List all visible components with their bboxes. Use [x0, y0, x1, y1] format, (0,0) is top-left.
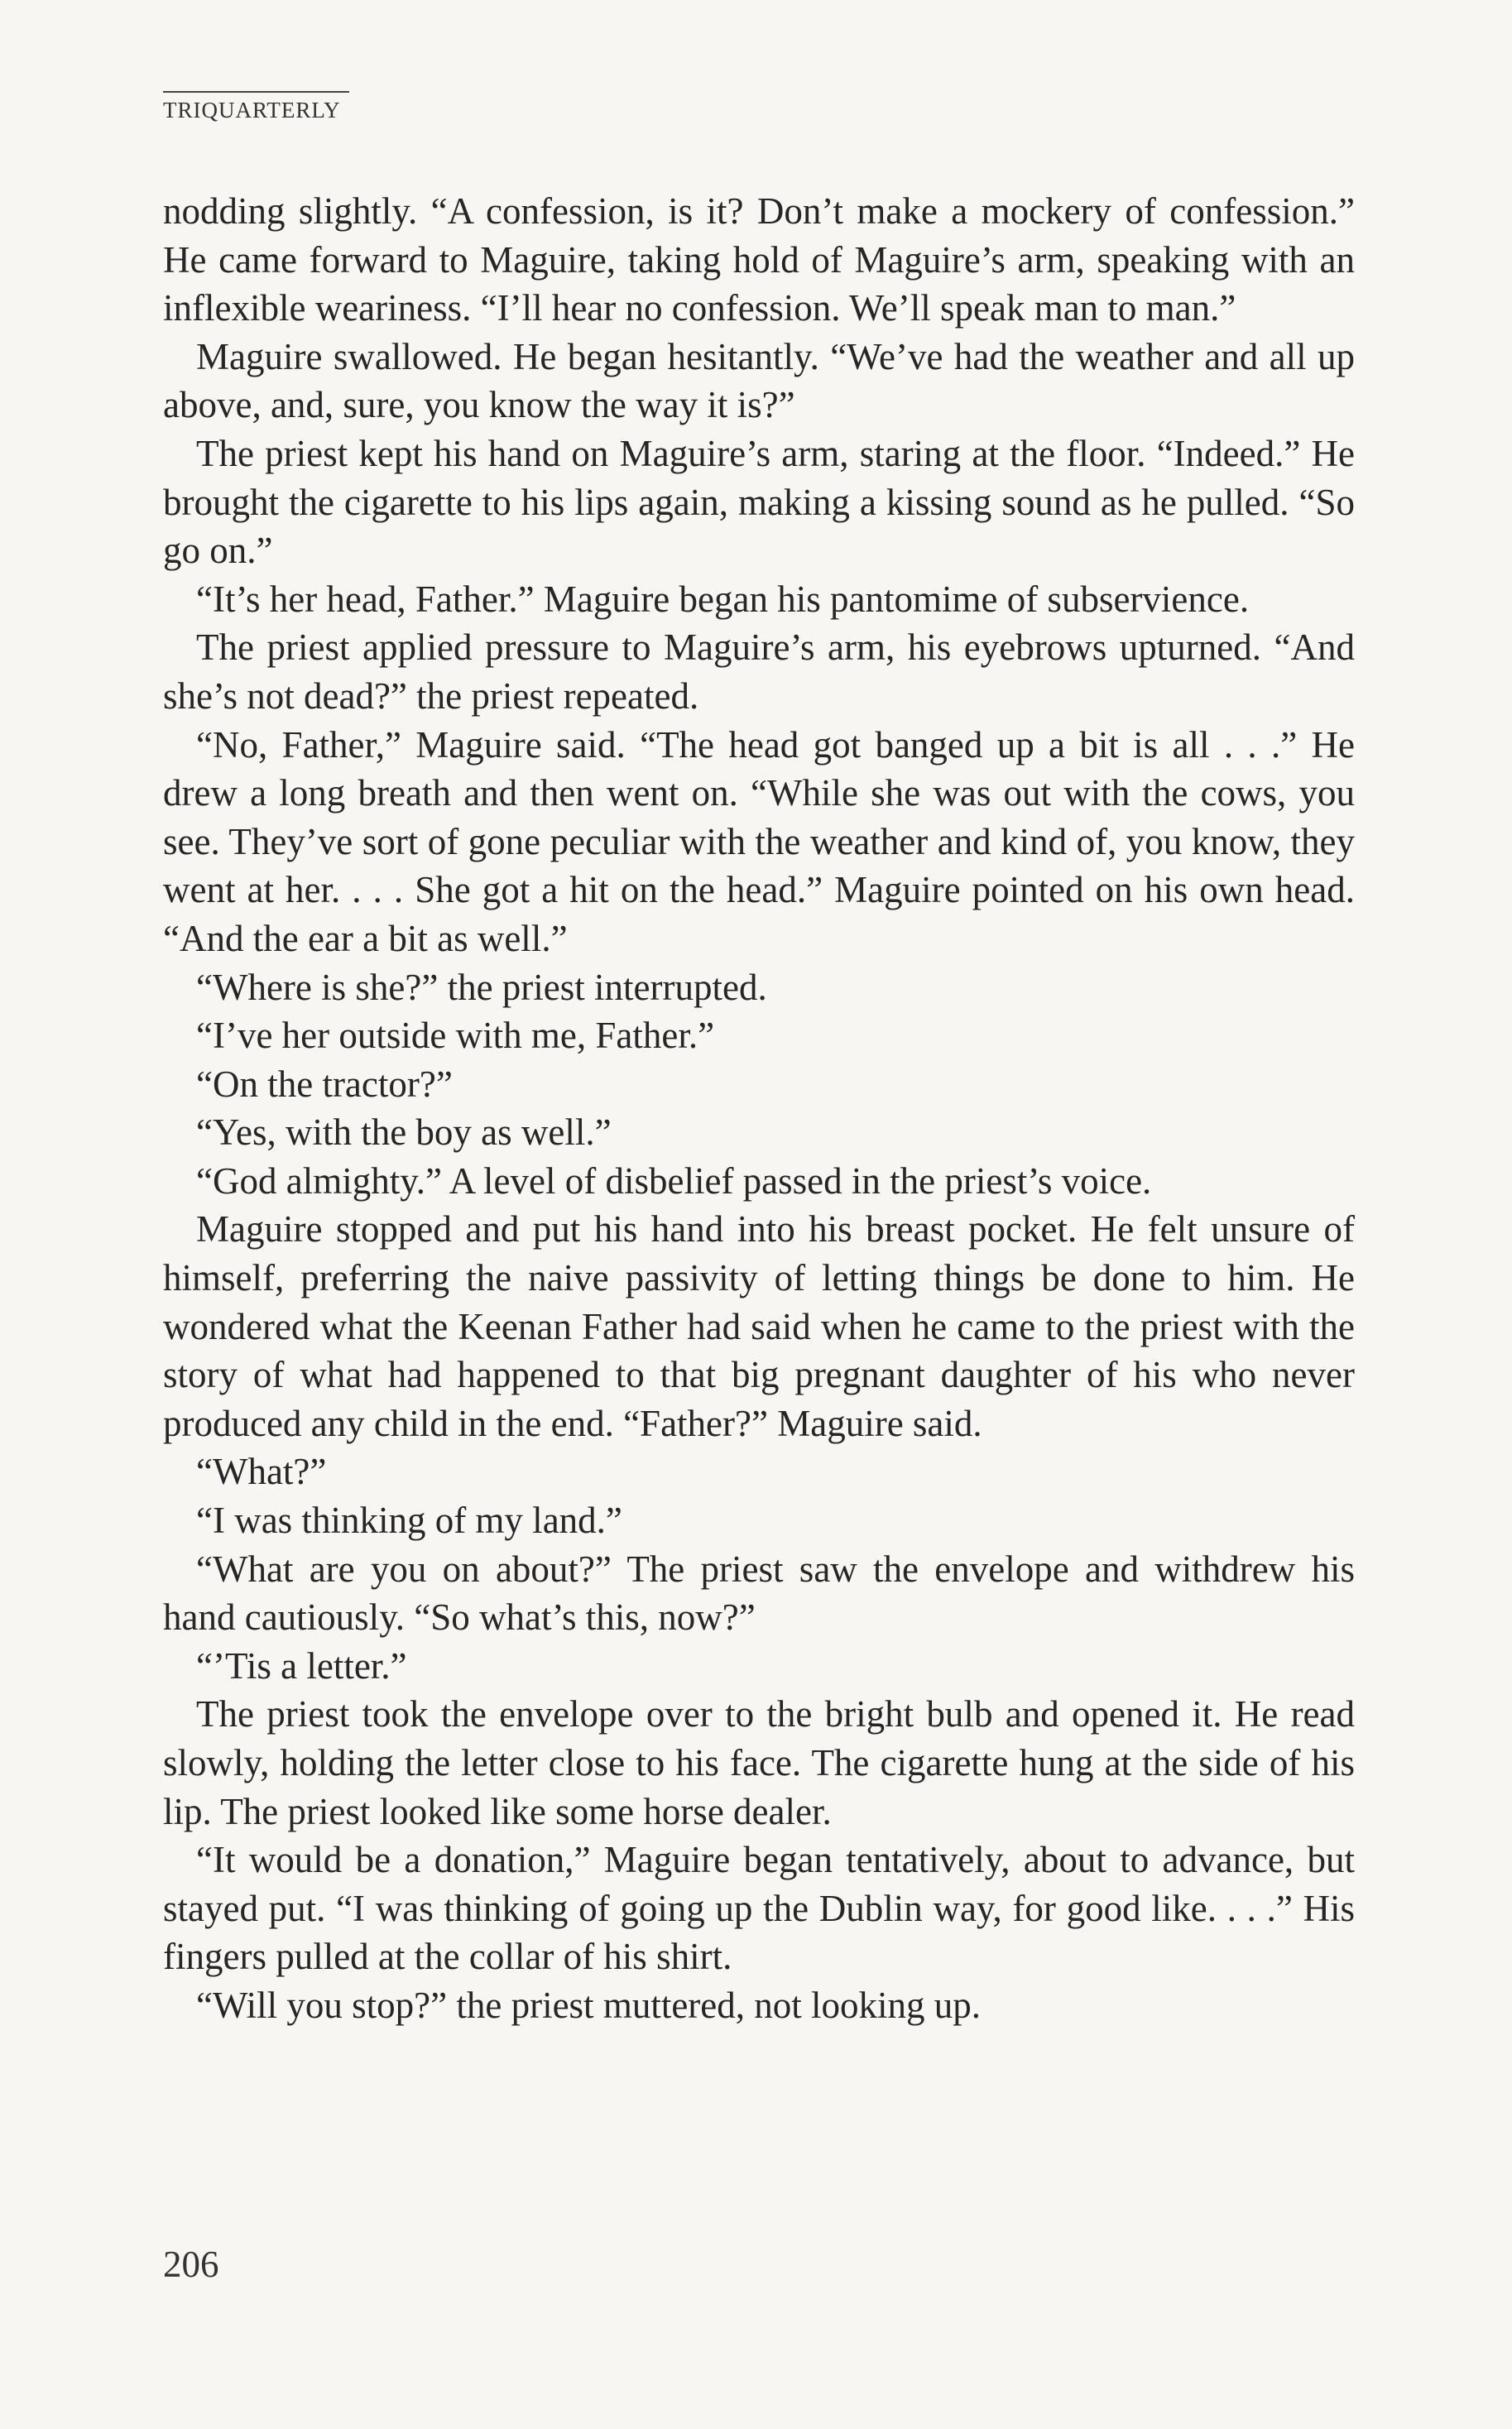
paragraph: “It would be a donation,” Maguire began tentatively, about to advance, but stayed put. “I was thinking of going up the Dublin way, for good like. . . .” His fingers pulled at the collar of his shirt.: [163, 1839, 1355, 1978]
paragraph: The priest kept his hand on Maguire’s arm, staring at the floor. “Indeed.” He brought the cigarette to his lips again, making a kissing sound as he pulled. “So go on.”: [163, 432, 1355, 572]
paragraph: “On the tractor?”: [196, 1063, 453, 1105]
paragraph: “What are you on about?” The priest saw the envelope and withdrew his hand cautiously. “So what’s this, now?”: [163, 1548, 1355, 1639]
paragraph: Maguire stopped and put his hand into his breast pocket. He felt unsure of himself, preferring the naive passivity of letting things be done to him. He wondered what the Keenan Father had said when he came to the priest with the story of what had happened to that big pregnant daughter of his who never produced any child in the end. “Father?” Maguire said.: [163, 1208, 1355, 1444]
paragraph: “Will you stop?” the priest muttered, not looking up.: [196, 1984, 982, 2026]
paragraph: “’Tis a letter.”: [196, 1644, 407, 1687]
paragraph: “God almighty.” A level of disbelief passed in the priest’s voice.: [196, 1159, 1152, 1202]
paragraph: “I’ve her outside with me, Father.”: [196, 1015, 715, 1057]
paragraph: Maguire swallowed. He began hesitantly. “We’ve had the weather and all up above, and, sure, you know the way it is?”: [163, 335, 1355, 426]
paragraph: “It’s her head, Father.” Maguire began his pantomime of subservience.: [196, 578, 1250, 620]
paragraph: The priest took the envelope over to the bright bulb and opened it. He read slowly, holding the letter close to his face. The cigarette hung at the side of his lip. The priest looked like some horse dealer.: [163, 1693, 1355, 1832]
paragraph: “Yes, with the boy as well.”: [196, 1111, 612, 1154]
paragraph: “Where is she?” the priest interrupted.: [196, 966, 767, 1008]
paragraph: nodding slightly. “A confession, is it? Don’t make a mockery of confession.” He came forward to Maguire, taking hold of Maguire’s arm, speaking with an inflexible weariness. “I’ll hear no confession. We’ll speak man to man.”: [163, 190, 1355, 329]
page-number: 206: [163, 2244, 219, 2285]
body-text: [163, 187, 1355, 2030]
paragraph: “I was thinking of my land.”: [196, 1500, 622, 1542]
paragraph: “What?”: [196, 1451, 327, 1493]
running-head: TRIQUARTERLY: [163, 91, 349, 123]
paragraph: The priest applied pressure to Maguire’s arm, his eyebrows upturned. “And she’s not dead?” the priest repeated.: [163, 626, 1355, 717]
paragraph: “No, Father,” Maguire said. “The head got banged up a bit is all . . .” He drew a long breath and then went on. “While she was out with the cows, you see. They’ve sort of gone peculiar with the weather and kind of, you know, they went at her. . . . She got a hit on the head.” Maguire pointed on his own head. “And the ear a bit as well.”: [163, 723, 1355, 959]
